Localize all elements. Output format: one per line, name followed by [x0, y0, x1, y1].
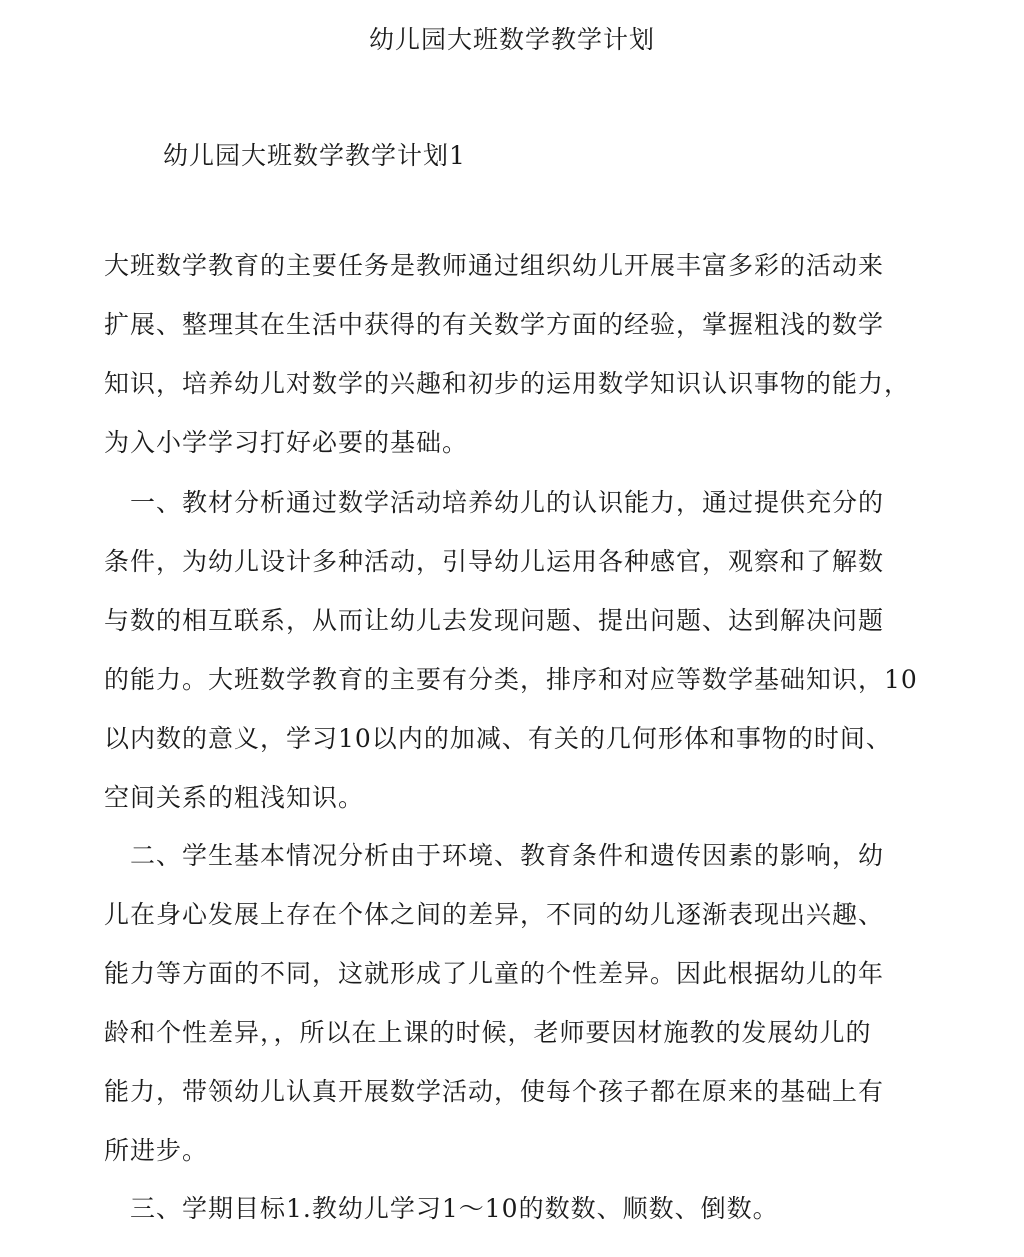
- paragraph-intro: [104, 236, 910, 472]
- paragraph-line: 的能力。大班数学教育的主要有分类，排序和对应等数学基础知识，10: [104, 665, 918, 694]
- paragraph-semester-goals: [104, 1179, 779, 1238]
- paragraph-line: 所进步。: [104, 1136, 209, 1165]
- paragraph-line: 能力，带领幼儿认真开展数学活动，使每个孩子都在原来的基础上有: [104, 1077, 885, 1106]
- paragraph-line: 为入小学学习打好必要的基础。: [104, 428, 469, 457]
- paragraph-line: 扩展、整理其在生活中获得的有关数学方面的经验，掌握粗浅的数学: [104, 310, 885, 339]
- paragraph-line: 大班数学教育的主要任务是教师通过组织幼儿开展丰富多彩的活动来: [104, 251, 885, 280]
- paragraph-line: 以内数的意义，学习10以内的加减、有关的几何形体和事物的时间、: [104, 724, 892, 753]
- paragraph-line: 能力等方面的不同，这就形成了儿童的个性差异。因此根据幼儿的年: [104, 959, 885, 988]
- paragraph-line: 空间关系的粗浅知识。: [104, 783, 365, 812]
- paragraph-line: 知识，培养幼儿对数学的兴趣和初步的运用数学知识认识事物的能力，: [104, 369, 911, 398]
- paragraph-line: 儿在身心发展上存在个体之间的差异，不同的幼儿逐渐表现出兴趣、: [104, 900, 885, 929]
- document-title: 幼儿园大班数学教学计划: [368, 25, 655, 54]
- section-title: 幼儿园大班数学教学计划1: [163, 141, 466, 170]
- paragraph-line: 龄和个性差异，，所以在上课的时候，老师要因材施教的发展幼儿的: [104, 1018, 872, 1047]
- paragraph-line: 条件，为幼儿设计多种活动，引导幼儿运用各种感官，观察和了解数: [104, 547, 885, 576]
- paragraph-line: 一、教材分析通过数学活动培养幼儿的认识能力，通过提供充分的: [104, 488, 885, 517]
- paragraph-student-analysis: [104, 826, 884, 1180]
- paragraph-line: 三、学期目标1.教幼儿学习1～10的数数、顺数、倒数。: [104, 1194, 779, 1223]
- paragraph-line: 与数的相互联系，从而让幼儿去发现问题、提出问题、达到解决问题: [104, 606, 885, 635]
- paragraph-material-analysis: [104, 473, 918, 827]
- paragraph-line: 二、学生基本情况分析由于环境、教育条件和遗传因素的影响，幼: [104, 841, 885, 870]
